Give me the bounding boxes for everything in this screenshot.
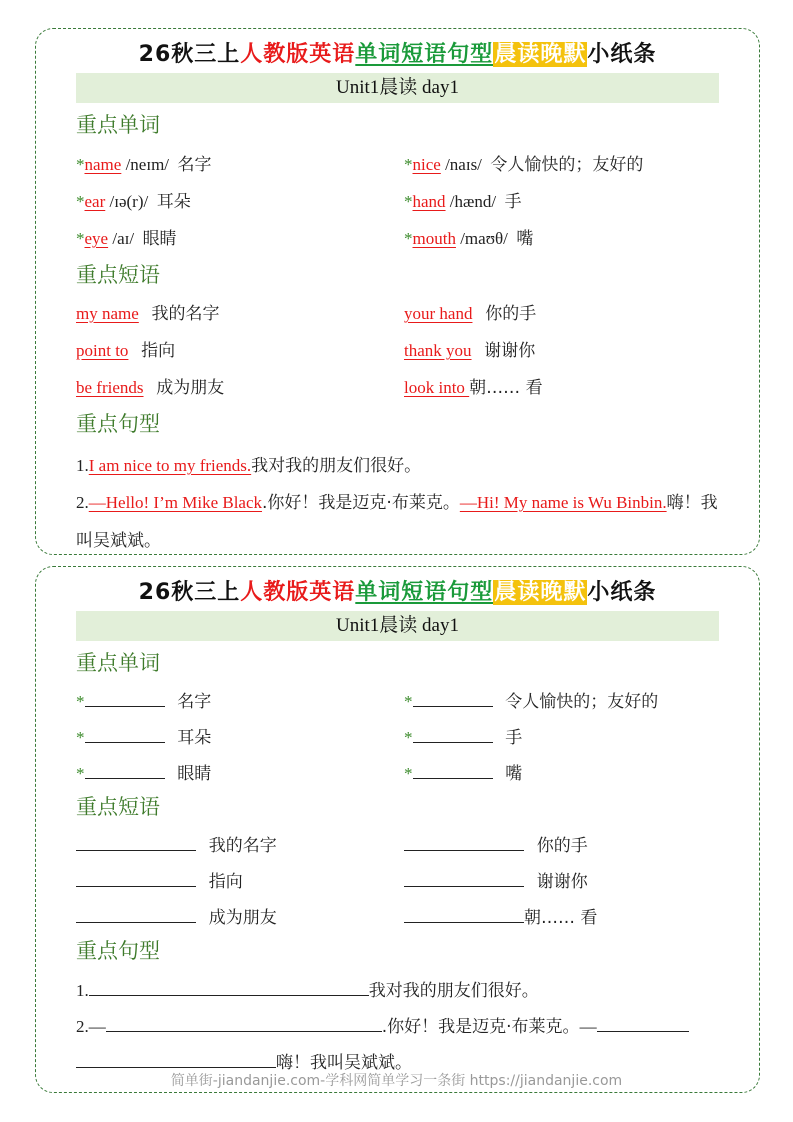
- section-phrases-heading: 重点短语: [76, 795, 160, 819]
- answer-blank[interactable]: [413, 689, 493, 707]
- answer-blank[interactable]: [404, 833, 524, 851]
- section-sentences-heading: 重点句型: [76, 412, 160, 436]
- card-title: 26秋三上人教版英语单词短语句型晨读晚默小纸条: [138, 580, 657, 605]
- word-item: *mouth /maʊθ/ 嘴: [404, 229, 534, 249]
- word-item: *ear /ɪə(r)/ 耳朵: [76, 192, 191, 212]
- word-blank-item: * 嘴: [404, 761, 522, 786]
- phrase-item: point to 指向: [76, 341, 176, 361]
- answer-card: [35, 28, 760, 555]
- phrase-item: thank you 谢谢你: [404, 341, 536, 361]
- phrase-blank-item: 指向: [76, 869, 243, 894]
- phrase-blank-item: 我的名字: [76, 833, 277, 858]
- phrase-item: my name 我的名字: [76, 304, 220, 324]
- answer-blank[interactable]: [76, 869, 196, 887]
- phrase-item: look into 朝…… 看: [404, 378, 543, 398]
- section-words-heading: 重点单词: [76, 651, 160, 675]
- answer-blank[interactable]: [76, 1050, 276, 1068]
- word-item: *eye /aɪ/ 眼睛: [76, 229, 177, 249]
- answer-blank[interactable]: [85, 725, 165, 743]
- answer-blank[interactable]: [85, 761, 165, 779]
- answer-blank[interactable]: [106, 1014, 382, 1032]
- word-blank-item: * 耳朵: [76, 725, 211, 750]
- unit-label: Unit1晨读 day1: [76, 611, 719, 641]
- unit-label: Unit1晨读 day1: [76, 73, 719, 103]
- section-words-heading: 重点单词: [76, 113, 160, 137]
- answer-blank[interactable]: [404, 869, 524, 887]
- word-blank-item: * 令人愉快的；友好的: [404, 689, 658, 714]
- word-item: *nice /naɪs/ 令人愉快的；友好的: [404, 155, 644, 175]
- word-item: *name /neɪm/ 名字: [76, 155, 212, 175]
- phrase-item: your hand 你的手: [404, 304, 537, 324]
- word-blank-item: * 眼睛: [76, 761, 211, 786]
- answer-blank[interactable]: [413, 725, 493, 743]
- phrase-blank-item: 朝…… 看: [404, 905, 597, 930]
- answer-blank[interactable]: [404, 905, 524, 923]
- word-item: *hand /hænd/ 手: [404, 192, 522, 212]
- phrase-blank-item: 你的手: [404, 833, 588, 858]
- section-phrases-heading: 重点短语: [76, 263, 160, 287]
- footer-watermark: 简单街-jiandanjie.com-学科网简单学习一条街 https://jiandanjie.com: [170, 1073, 623, 1089]
- answer-blank[interactable]: [597, 1014, 689, 1032]
- answer-blank[interactable]: [89, 978, 369, 996]
- practice-card: [35, 566, 760, 1093]
- answer-blank[interactable]: [85, 689, 165, 707]
- phrase-blank-item: 谢谢你: [404, 869, 588, 894]
- sentence-blank-item: 1. 我对我的朋友们很好。: [76, 972, 721, 1010]
- card-title: 26秋三上人教版英语单词短语句型晨读晚默小纸条: [138, 42, 657, 67]
- sentence-item: 1.I am nice to my friends.我对我的朋友们很好。: [76, 456, 422, 476]
- word-blank-item: * 名字: [76, 689, 211, 714]
- phrase-blank-item: 成为朋友: [76, 905, 277, 930]
- sentence-blank-continuation: 嗨！我叫吴斌斌。: [76, 1044, 721, 1082]
- answer-blank[interactable]: [76, 833, 196, 851]
- word-blank-item: * 手: [404, 725, 522, 750]
- sentence-item: 2.—Hello! I’m Mike Black.你好！我是迈克·布莱克。—Hi! My name is Wu Binbin.嗨！我叫吴斌斌。: [76, 493, 718, 551]
- answer-blank[interactable]: [76, 905, 196, 923]
- section-sentences-heading: 重点句型: [76, 939, 160, 963]
- sentence-blank-item: 2.— .你好！我是迈克·布莱克。—: [76, 1008, 721, 1046]
- phrase-item: be friends 成为朋友: [76, 378, 225, 398]
- answer-blank[interactable]: [413, 761, 493, 779]
